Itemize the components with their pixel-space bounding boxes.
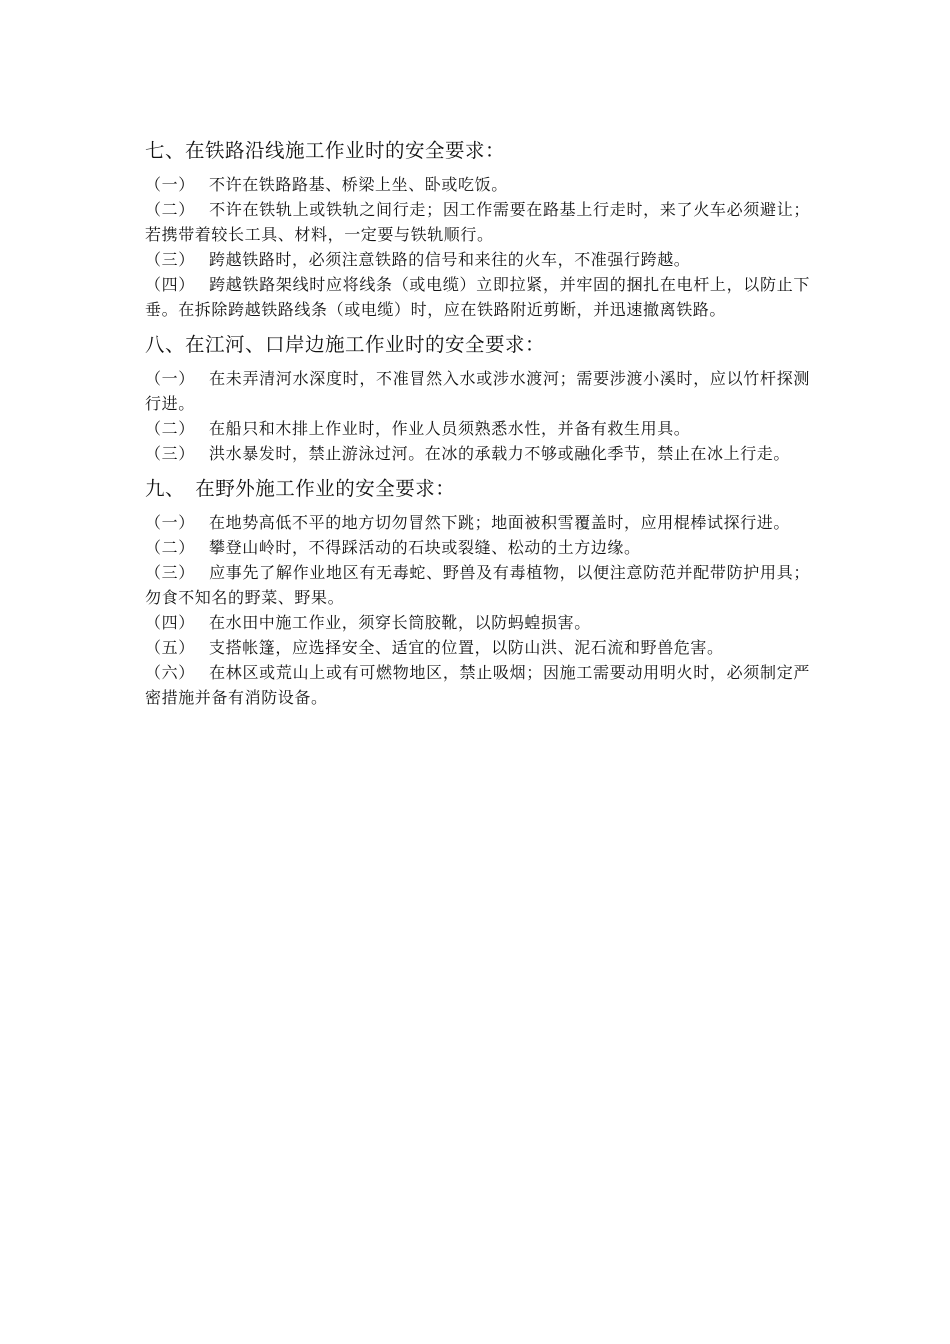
list-item: [145, 560, 810, 610]
section-river: [145, 330, 810, 466]
list-item: [145, 635, 810, 660]
item-text: 不许在铁轨上或铁轨之间行走；因工作需要在路基上行走时，来了火车必须避让；若携带着较长工具、材料，一定要与铁轨顺行。: [145, 200, 810, 244]
item-number: （一）: [145, 175, 195, 194]
list-item: [145, 441, 810, 466]
item-text: 在未弄清河水深度时，不准冒然入水或涉水渡河；需要涉渡小溪时，应以竹杆探测行进。: [145, 369, 810, 413]
item-number: （三）: [145, 444, 195, 463]
section-heading: 八、在江河、口岸边施工作业时的安全要求：: [145, 333, 546, 356]
item-text: 不许在铁路路基、桥梁上坐、卧或吃饭。: [209, 175, 508, 194]
item-text: 跨越铁路时，必须注意铁路的信号和来往的火车，不准强行跨越。: [209, 250, 691, 269]
item-text: 支搭帐篷，应选择安全、适宜的位置，以防山洪、泥石流和野兽危害。: [209, 638, 724, 657]
item-number: （二）: [145, 200, 195, 219]
item-text: 在水田中施工作业，须穿长筒胶靴，以防蚂蝗损害。: [209, 613, 591, 632]
list-item: [145, 366, 810, 416]
list-item: [145, 660, 810, 710]
item-number: （六）: [145, 663, 195, 682]
list-item: [145, 272, 810, 322]
item-number: （四）: [145, 275, 195, 294]
item-number: （五）: [145, 638, 195, 657]
item-text: 洪水暴发时，禁止游泳过河。在冰的承载力不够或融化季节，禁止在冰上行走。: [209, 444, 791, 463]
list-item: [145, 510, 810, 535]
list-item: [145, 610, 810, 635]
list-item: [145, 197, 810, 247]
item-number: （三）: [145, 563, 195, 582]
item-text: 在林区或荒山上或有可燃物地区，禁止吸烟；因施工需要动用明火时，必须制定严密措施并备有消防设备。: [145, 663, 810, 707]
item-text: 在船只和木排上作业时，作业人员须熟悉水性，并备有救生用具。: [209, 419, 691, 438]
list-item: [145, 535, 810, 560]
item-text: 攀登山岭时，不得踩活动的石块或裂缝、松动的土方边缘。: [209, 538, 641, 557]
list-item: [145, 247, 810, 272]
item-number: （一）: [145, 513, 195, 532]
item-text: 应事先了解作业地区有无毒蛇、野兽及有毒植物，以便注意防范并配带防护用具；勿食不知名的野菜、野果。: [145, 563, 810, 607]
item-number: （二）: [145, 538, 195, 557]
item-number: （三）: [145, 250, 195, 269]
section-heading: 九、 在野外施工作业的安全要求：: [145, 477, 456, 500]
item-number: （二）: [145, 419, 195, 438]
section-field: [145, 474, 810, 710]
list-item: [145, 172, 810, 197]
list-item: [145, 416, 810, 441]
item-number: （一）: [145, 369, 195, 388]
item-text: 在地势高低不平的地方切勿冒然下跳；地面被积雪覆盖时，应用棍棒试探行进。: [209, 513, 791, 532]
section-heading: 七、在铁路沿线施工作业时的安全要求：: [145, 139, 506, 162]
section-railway: [145, 136, 810, 322]
item-number: （四）: [145, 613, 195, 632]
item-text: 跨越铁路架线时应将线条（或电缆）立即拉紧，并牢固的捆扎在电杆上，以防止下垂。在拆除跨越铁路线条（或电缆）时，应在铁路附近剪断，并迅速撤离铁路。: [145, 275, 810, 319]
document-page: [145, 136, 810, 718]
